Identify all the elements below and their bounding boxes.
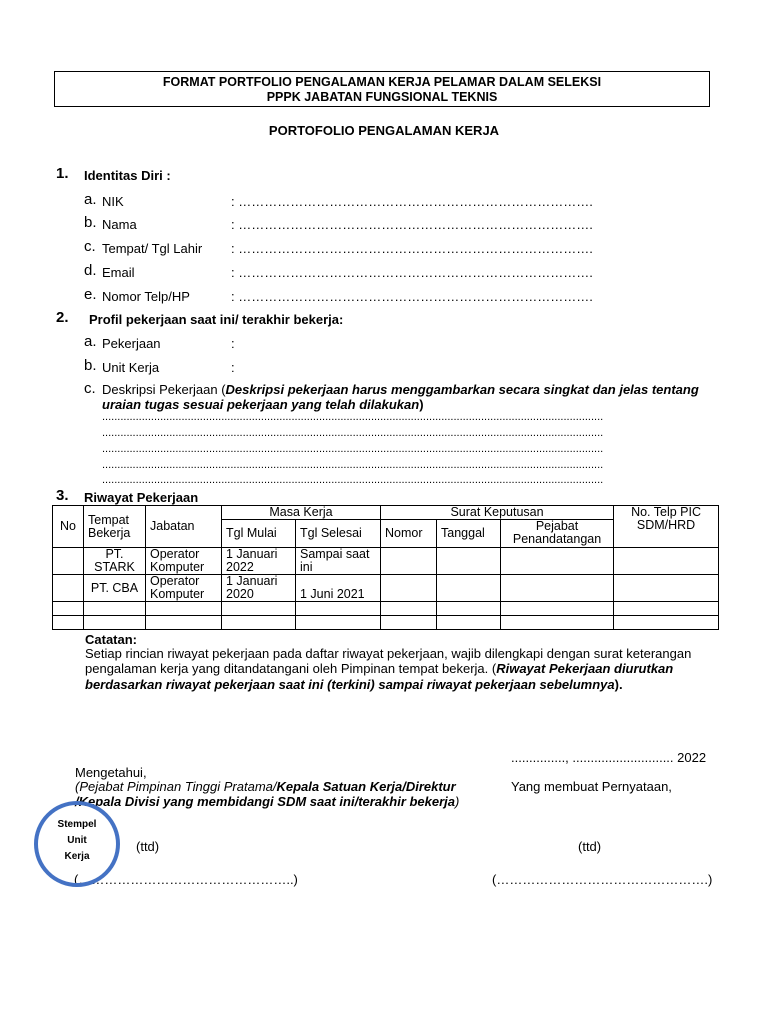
email-label: Email <box>102 265 135 280</box>
header-nomor: Nomor <box>381 520 437 548</box>
section1-number: 1. <box>56 165 69 182</box>
header-jabatan: Jabatan <box>146 506 222 548</box>
stamp-circle <box>34 801 120 887</box>
stamp-text-1: Stempel <box>57 819 97 830</box>
email-field[interactable]: : ………………………………………………………………………. <box>231 265 593 280</box>
catatan-line-3-end: ). <box>614 677 623 692</box>
telp-field[interactable]: : ………………………………………………………………………. <box>231 289 593 304</box>
section2-number: 2. <box>56 309 69 326</box>
date-line[interactable]: ..............., ............................ 2022 <box>511 750 707 765</box>
cell-tgl-selesai[interactable]: Sampai saat ini <box>296 548 381 575</box>
catatan-line-3-bold: berdasarkan riwayat pekerjaan saat ini (terkini) sampai riwayat pekerjaan sebelumnya <box>85 677 615 692</box>
cell-no[interactable] <box>53 575 84 602</box>
section1-title: Identitas Diri : <box>84 168 171 183</box>
section2-title: Profil pekerjaan saat ini/ terakhir bekerja: <box>89 312 344 327</box>
table-header-row <box>53 506 719 520</box>
name-left-field[interactable]: (…………………………………………..) <box>74 872 298 887</box>
pekerjaan-label: Pekerjaan <box>102 336 161 351</box>
ttd-right: (ttd) <box>578 839 602 854</box>
deskripsi-note-2: uraian tugas sesuai pekerjaan yang telah dilakukan <box>102 397 420 412</box>
telp-label: Nomor Telp/HP <box>102 289 190 304</box>
nik-label: NIK <box>102 194 124 209</box>
ttl-field[interactable]: : ………………………………………………………………………. <box>231 241 593 256</box>
ttl-letter: c. <box>84 238 96 255</box>
cell-tanggal[interactable] <box>437 548 501 575</box>
deskripsi-label: Deskripsi Pekerjaan ( <box>102 382 226 397</box>
dot-line: .................................................................................................................................................................... <box>102 443 604 455</box>
table-row <box>53 616 719 630</box>
header-tgl-selesai: Tgl Selesai <box>296 520 381 548</box>
nama-field[interactable]: : ………………………………………………………………………. <box>231 217 593 232</box>
cell-tgl-selesai[interactable]: 1 Juni 2021 <box>296 575 381 602</box>
pejabat-line-2-bold: /Kepala Divisi yang membidangi SDM saat ini/terakhir bekerja <box>75 794 456 809</box>
table-row <box>53 575 719 602</box>
cell-nomor[interactable] <box>381 575 437 602</box>
email-letter: d. <box>84 262 97 279</box>
stamp-text-3: Kerja <box>64 851 90 862</box>
pejabat-line-1 <box>75 779 456 794</box>
catatan-line-2-bold: Riwayat Pekerjaan diurutkan <box>496 661 674 676</box>
pejabat-close: ) <box>455 794 460 809</box>
catatan-line-1: Setiap rincian riwayat pekerjaan pada daftar riwayat pekerjaan, wajib dilengkapi dengan surat keterangan <box>85 646 692 661</box>
catatan-line-2 <box>85 661 673 676</box>
nama-letter: b. <box>84 214 97 231</box>
dot-line: .................................................................................................................................................................... <box>102 411 604 423</box>
unitkerja-field[interactable]: : <box>231 360 235 375</box>
deskripsi-line-2 <box>102 397 424 412</box>
dot-line: .................................................................................................................................................................... <box>102 427 604 439</box>
header-surat-keputusan: Surat Keputusan <box>381 506 614 520</box>
cell-telp[interactable] <box>614 575 719 602</box>
pekerjaan-letter: a. <box>84 333 97 350</box>
deskripsi-letter: c. <box>84 380 96 397</box>
page-subtitle: PORTOFOLIO PENGALAMAN KERJA <box>268 123 500 138</box>
deskripsi-note-1: Deskripsi pekerjaan harus menggambarkan secara singkat dan jelas tentang <box>225 382 699 397</box>
dot-line: .................................................................................................................................................................... <box>102 474 604 486</box>
table-row <box>53 602 719 616</box>
catatan-line-2-text: pengalaman kerja yang ditandatangani oleh Pimpinan tempat bekerja. ( <box>85 661 497 676</box>
section3-title: Riwayat Pekerjaan <box>84 490 199 505</box>
nik-letter: a. <box>84 191 97 208</box>
cell-pejabat[interactable] <box>501 548 614 575</box>
pekerjaan-field[interactable]: : <box>231 336 235 351</box>
cell-jabatan[interactable]: Operator Komputer <box>146 548 222 575</box>
catatan-line-3 <box>85 677 623 692</box>
telp-letter: e. <box>84 286 97 303</box>
deskripsi-close: ) <box>419 397 424 412</box>
dot-line: .................................................................................................................................................................... <box>102 459 604 471</box>
pejabat-open: (Pejabat Pimpinan Tinggi Pratama/ <box>75 779 277 794</box>
cell-tanggal[interactable] <box>437 575 501 602</box>
header-telp-pic: No. Telp PIC SDM/HRD <box>614 506 719 548</box>
pejabat-line-2 <box>75 794 459 809</box>
name-right-field[interactable]: (………………………………………….) <box>492 872 713 887</box>
header-masa-kerja: Masa Kerja <box>222 506 381 520</box>
ttl-label: Tempat/ Tgl Lahir <box>102 241 203 256</box>
header-line-2: PPPK JABATAN FUNGSIONAL TEKNIS <box>266 90 498 104</box>
header-tanggal: Tanggal <box>437 520 501 548</box>
section3-number: 3. <box>56 487 69 504</box>
header-box <box>54 71 710 107</box>
header-tempat: Tempat Bekerja <box>84 506 146 548</box>
cell-jabatan[interactable]: Operator Komputer <box>146 575 222 602</box>
stamp-text-2: Unit <box>67 835 87 846</box>
catatan-title: Catatan: <box>85 632 138 647</box>
header-tgl-mulai: Tgl Mulai <box>222 520 296 548</box>
pejabat-bold: Kepala Satuan Kerja/Direktur <box>276 779 456 794</box>
table-row <box>53 548 719 575</box>
unitkerja-label: Unit Kerja <box>102 360 160 375</box>
cell-telp[interactable] <box>614 548 719 575</box>
header-line-1: FORMAT PORTFOLIO PENGALAMAN KERJA PELAMAR DALAM SELEKSI <box>162 75 602 89</box>
nik-field[interactable]: : ………………………………………………………………………. <box>231 194 593 209</box>
pembuat-label: Yang membuat Pernyataan, <box>511 779 672 794</box>
cell-tempat[interactable]: PT. CBA <box>84 575 146 602</box>
cell-tgl-mulai[interactable]: 1 Januari 2020 <box>222 575 296 602</box>
cell-tempat[interactable]: PT. STARK <box>84 548 146 575</box>
riwayat-table <box>52 505 719 630</box>
cell-no[interactable] <box>53 548 84 575</box>
header-no: No <box>53 506 84 548</box>
mengetahui-label: Mengetahui, <box>75 765 147 780</box>
ttd-left: (ttd) <box>136 839 160 854</box>
header-pejabat: Pejabat Penandatangan <box>501 520 614 548</box>
nama-label: Nama <box>102 217 137 232</box>
cell-pejabat[interactable] <box>501 575 614 602</box>
unitkerja-letter: b. <box>84 357 97 374</box>
cell-nomor[interactable] <box>381 548 437 575</box>
deskripsi-line-1 <box>102 382 699 397</box>
cell-tgl-mulai[interactable]: 1 Januari 2022 <box>222 548 296 575</box>
